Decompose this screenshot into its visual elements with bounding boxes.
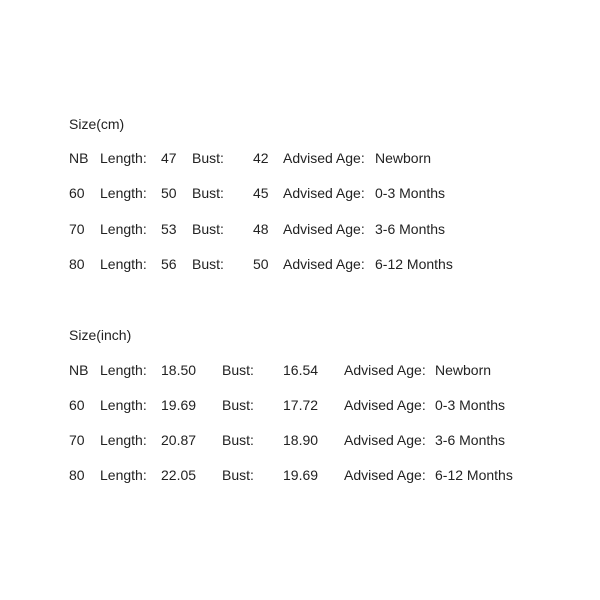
advised-age-label: Advised Age: (344, 362, 426, 378)
size-row (0, 432, 600, 450)
advised-age-value: 3-6 Months (375, 221, 446, 237)
bust-label: Bust: (222, 362, 254, 378)
advised-age-label: Advised Age: (344, 432, 426, 448)
length-value: 19.69 (161, 397, 197, 413)
advised-age-label: Advised Age: (344, 397, 426, 413)
bust-value: 50 (253, 256, 269, 272)
size-row (0, 221, 600, 239)
size-row (0, 256, 600, 274)
length-label: Length: (100, 432, 147, 448)
length-value: 56 (161, 256, 177, 272)
advised-age-value: 6-12 Months (435, 467, 513, 483)
advised-age-label: Advised Age: (283, 256, 365, 272)
bust-value: 17.72 (283, 397, 319, 413)
bust-label: Bust: (192, 185, 224, 201)
advised-age-value: 0-3 Months (435, 397, 506, 413)
size-row (0, 467, 600, 485)
size-value: 80 (69, 467, 85, 483)
bust-label: Bust: (222, 467, 254, 483)
size-value: 60 (69, 185, 85, 201)
length-label: Length: (100, 150, 147, 166)
advised-age-value: Newborn (435, 362, 492, 378)
length-value: 18.50 (161, 362, 197, 378)
length-value: 53 (161, 221, 177, 237)
advised-age-label: Advised Age: (344, 467, 426, 483)
bust-value: 19.69 (283, 467, 319, 483)
bust-label: Bust: (192, 150, 224, 166)
section-title: Size(cm) (69, 116, 125, 132)
size-value: 70 (69, 221, 85, 237)
size-row (0, 185, 600, 203)
bust-value: 18.90 (283, 432, 319, 448)
size-value: 60 (69, 397, 85, 413)
size-value: 70 (69, 432, 85, 448)
bust-value: 42 (253, 150, 269, 166)
length-value: 22.05 (161, 467, 197, 483)
bust-label: Bust: (222, 397, 254, 413)
advised-age-value: 0-3 Months (375, 185, 446, 201)
size-row (0, 397, 600, 415)
length-label: Length: (100, 256, 147, 272)
length-label: Length: (100, 221, 147, 237)
bust-label: Bust: (192, 221, 224, 237)
length-value: 20.87 (161, 432, 197, 448)
length-label: Length: (100, 397, 147, 413)
advised-age-label: Advised Age: (283, 185, 365, 201)
section-title: Size(inch) (69, 327, 132, 343)
bust-label: Bust: (192, 256, 224, 272)
advised-age-value: 3-6 Months (435, 432, 506, 448)
length-value: 47 (161, 150, 177, 166)
length-value: 50 (161, 185, 177, 201)
size-value: NB (69, 150, 89, 166)
bust-value: 48 (253, 221, 269, 237)
size-row (0, 150, 600, 168)
length-label: Length: (100, 362, 147, 378)
size-row (0, 362, 600, 380)
length-label: Length: (100, 467, 147, 483)
advised-age-value: Newborn (375, 150, 432, 166)
size-value: 80 (69, 256, 85, 272)
length-label: Length: (100, 185, 147, 201)
advised-age-label: Advised Age: (283, 221, 365, 237)
bust-label: Bust: (222, 432, 254, 448)
bust-value: 45 (253, 185, 269, 201)
advised-age-value: 6-12 Months (375, 256, 453, 272)
size-value: NB (69, 362, 89, 378)
bust-value: 16.54 (283, 362, 319, 378)
advised-age-label: Advised Age: (283, 150, 365, 166)
